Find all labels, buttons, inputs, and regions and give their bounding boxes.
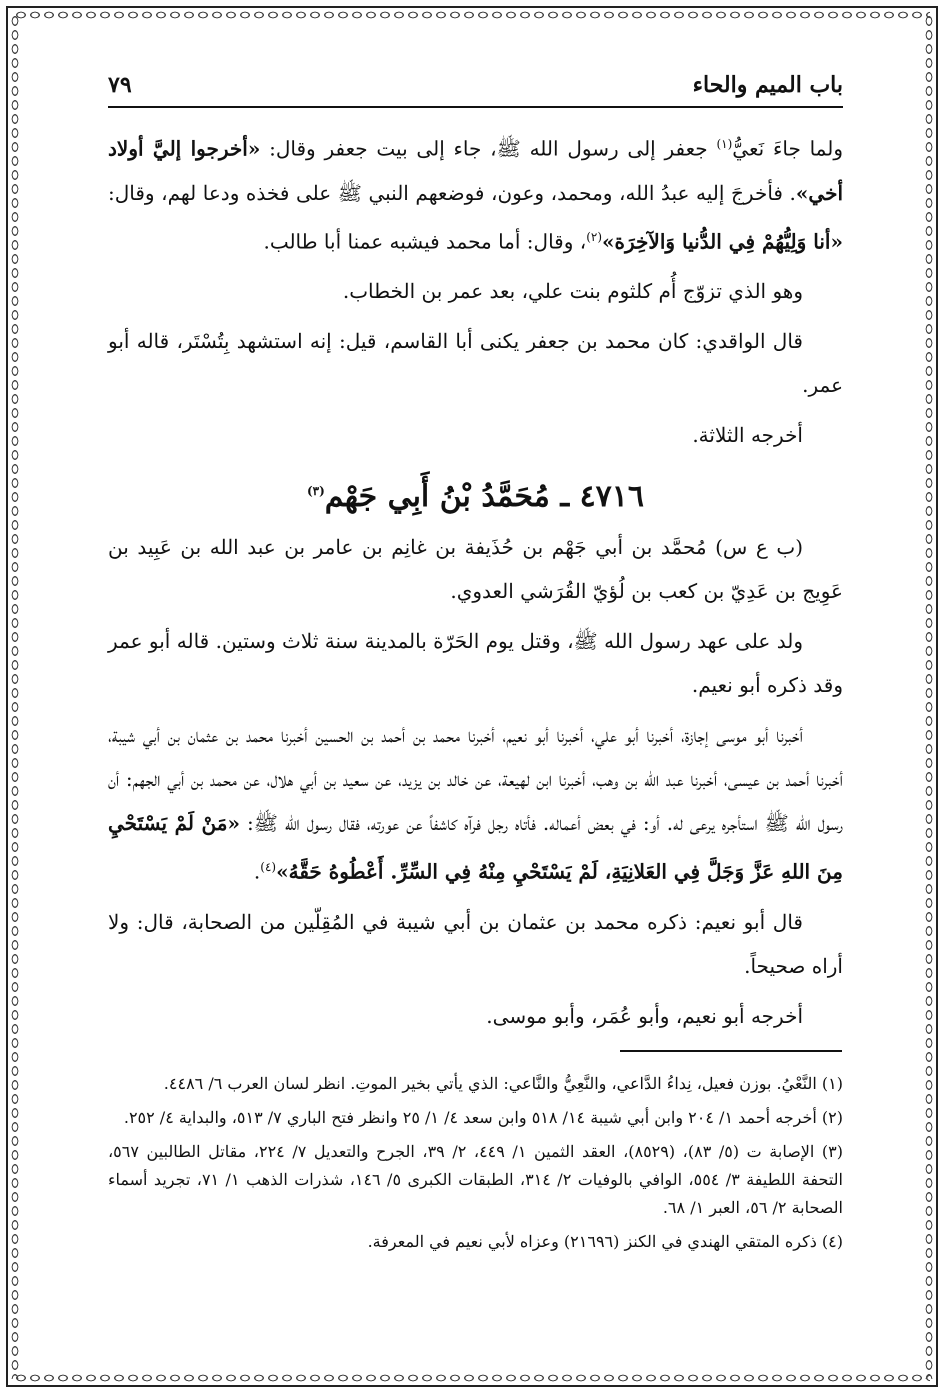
footnote-ref-4: (٤) bbox=[260, 860, 277, 875]
paragraph-8: قال أبو نعيم: ذكره محمد بن عثمان بن أبي شيبة في المُقِلّين من الصحابة، قال: ولا أراه صحيحاً. bbox=[108, 909, 843, 978]
ornamental-border-left bbox=[8, 14, 22, 1379]
footnotes bbox=[108, 1070, 843, 1262]
p7-text-b: . bbox=[253, 859, 261, 884]
hadith-quote-2: «أنا وَلِيُّهُمْ فِي الدُّنيا وَالآخِرَة» bbox=[602, 229, 843, 254]
paragraph-9: أخرجه أبو نعيم، وأبو عُمَر، وأبو موسى. bbox=[486, 1003, 803, 1028]
paragraph-7 bbox=[108, 713, 843, 894]
footnote-4: (٤) ذكره المتقي الهندي في الكنز (٢١٦٩٦) وعزاه لأبي نعيم في المعرفة. bbox=[367, 1232, 843, 1251]
entry-title-text: ٤٧١٦ ـ مُحَمَّدُ بْنُ أَبِي جَهْم bbox=[324, 479, 645, 515]
entry-title bbox=[108, 467, 843, 521]
p1-text-a: ولما جاءَ نَعيُّ bbox=[732, 136, 843, 161]
hadith-quote-3: «مَنْ لَمْ يَسْتَحْيِ مِنَ اللهِ عَزَّ وَجَلَّ فِي العَلانِيَةِ، لَمْ يَسْتَحْيِ مِنْهُ فِي السِّرِّ. أَعْطُوهُ حَقَّهُ» bbox=[108, 811, 843, 884]
paragraph-2: وهو الذي تزوّج أُم كلثوم بنت علي، بعد عمر بن الخطاب. bbox=[342, 279, 803, 304]
footnote-ref-1: (١) bbox=[716, 137, 733, 151]
running-title: باب الميم والحاء bbox=[692, 72, 843, 98]
ornamental-border-top bbox=[14, 8, 930, 22]
footnote-separator bbox=[620, 1050, 842, 1052]
p7-text-a: أخبرنا أبو موسى إجازة، أخبرنا أبو علي، أخبرنا أبو نعيم، أخبرنا محمد بن أحمد بن الحسين أخبرنا محمد بن عثمان بن أبي شيبة، أخبرنا أحمد بن عيسى، أخبرنا عبد الله بن وهب، أخبرنا ابن لهيعة، عن خالد بن يزيد، عن سعيد بن أبي هلال، عن محمد بن أبي الجهم: أن رسول الله ﷺ استأجره يرعى له. أو: في بعض أعماله. فأتاه رجل فرآه كاشفاً عن عورته، فقال رسول الله ﷺ: bbox=[108, 723, 843, 836]
paragraph-4: أخرجه الثلاثة. bbox=[692, 423, 803, 448]
page-header bbox=[108, 70, 843, 108]
footnote-1: (١) النَّعْيُ. بوزن فعيل، نِداءُ الدَّاعي، والنَّعِيُّ والنَّاعي: الذي يأتي بخير الموتِ. انظر لسان العرب ٦/ ٤٤٨٦. bbox=[163, 1074, 843, 1093]
hadith-quote-1: «أخرجوا إليَّ أولاد أخي» bbox=[108, 136, 843, 205]
main-text bbox=[108, 122, 843, 1044]
paragraph-6: ولد على عهد رسول الله ﷺ، وقتل يوم الحَرّة بالمدينة سنة ثلاث وستين. قاله أبو عمر وقد ذكره أبو نعيم. bbox=[108, 629, 843, 698]
footnote-ref-3: (٣) bbox=[306, 484, 325, 499]
p1-text-d: ، وقال: أما محمد فيشبه عمنا أبا طالب. bbox=[263, 229, 587, 254]
paragraph-5: (ب ع س) مُحمَّد بن أبي جَهْم بن حُذَيفة بن غانِم بن عامر بن عبد الله بن عَبِيد بن عَوِيج بن عَدِيّ بن كعب بن لُؤيّ القُرَشي العدوي. bbox=[108, 535, 843, 604]
p1-text-c: . فأخرجَ إليه عبدُ الله، ومحمد، وعون، فوضعهم النبي ﷺ على فخذه ودعا لهم، وقال: bbox=[108, 180, 796, 205]
p1-text-b: جعفر إلى رسول الله ﷺ، جاء إلى بيت جعفر وقال: bbox=[260, 136, 717, 161]
paragraph-1 bbox=[108, 122, 843, 263]
ornamental-border-bottom bbox=[14, 1371, 930, 1385]
footnote-3: (٣) الإصابة ت (٥/ ٨٣)، (٨٥٢٩)، العقد الثمين ١/ ٤٤٩، ٢/ ٣٩، الجرح والتعديل ٧/ ٢٢٤، مقاتل الطالبين ٥٦٧، التحفة اللطيفة ٣/ ٥٥٤، الوافي بالوفيات ٢/ ٣١٤، الطبقات الكبرى ٥/ ١٤٦، شذرات الذهب ١/ ٧١، تجريد أسماء الصحابة ٢/ ٥٦، العبر ١/ ٦٨. bbox=[108, 1142, 844, 1217]
ornamental-border-right bbox=[922, 14, 936, 1379]
footnote-2: (٢) أخرجه أحمد ١/ ٢٠٤ وابن أبي شيبة ١٤/ ٥١٨ وابن سعد ٤/ ١/ ٢٥ وانظر فتح الباري ٧/ ٥١٣، والبداية ٤/ ٢٥٢. bbox=[123, 1108, 843, 1127]
paragraph-3: قال الواقدي: كان محمد بن جعفر يكنى أبا القاسم، قيل: إنه استشهد بِتُسْتَر، قاله أبو عمر. bbox=[108, 329, 843, 398]
footnote-ref-2: (٢) bbox=[586, 229, 603, 244]
page-number: ٧٩ bbox=[108, 72, 132, 98]
